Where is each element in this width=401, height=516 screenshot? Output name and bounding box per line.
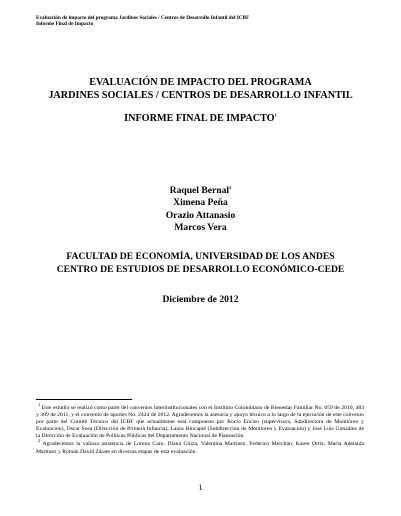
author-item: Ximena Peña [173,197,228,209]
footnote-divider [36,399,132,400]
title-line-1: EVALUACIÓN DE IMPACTO DEL PROGRAMA [89,77,312,88]
institution-line-1: FACULTAD DE ECONOMÍA, UNIVERSIDAD DE LOS ANDES [66,251,335,262]
publication-date: Diciembre de 2012 [162,294,239,305]
footnotes [36,402,365,457]
report-subtitle [0,113,401,126]
author-list [0,185,401,235]
main-title [0,77,401,102]
subtitle-text: INFORME FINAL DE IMPACTO [124,113,275,124]
page-number: 1 [198,483,203,492]
author-item: Orazio Attanasio [165,209,236,221]
footnote-ref-2: 2 [229,184,232,190]
footnote-ref-1: 1 [274,112,277,118]
footnote-2: $^2$ Agradecemos la valiosa asistencia de Lorena Caro, Diana Gúiza, Valentina Martínez, Federico Merchán, Karen Ortiz, María Adelaida Martínez y Román David Zárate en diversas etapas de esta evaluación. [36,438,365,455]
header-line-1: Evaluación de impacto del programa Jardines Sociales / Centros de Desarrollo Infantil del ICBF [36,15,250,21]
footnote-1: $^1$ Este estudio se realizó como parte del convenios interinstitucionales con el Instituto Colombiano de Bienestar Familiar No. 059 de 2010, 483 y 309 de 2011, y el convenio de aportes No. 2424 de 2012. Agradecemos la asesoría y apoyo técnico a lo largo de la ejecución de este convenio por parte del Comité Técnico del ICBF que actualmente está compuesto por Rocío Enciso (supervisora, Subdirectora de Monitoreo y Evaluación), Oscar Sosa (Dirección de Primera Infancia), Laura Hincapié (Subdirección de Monitoreo y Evaluación) y José Luis González de la Dirección de Evaluación de Políticas Públicas del Departamento Nacional de Planeación. [36,402,365,440]
running-header [36,15,249,28]
title-line-2: JARDINES SOCIALES / CENTROS DE DESARROLLO INFANTIL [48,89,353,101]
author-item: Raquel Bernal$^2$ [169,184,232,196]
institution-line-2: CENTRO DE ESTUDIOS DE DESARROLLO ECONÓMICO-CEDE [56,263,345,275]
header-line-2: Informe Final de Impacto [36,21,94,28]
author-item: Marcos Vera [174,222,227,234]
institution [0,251,401,276]
